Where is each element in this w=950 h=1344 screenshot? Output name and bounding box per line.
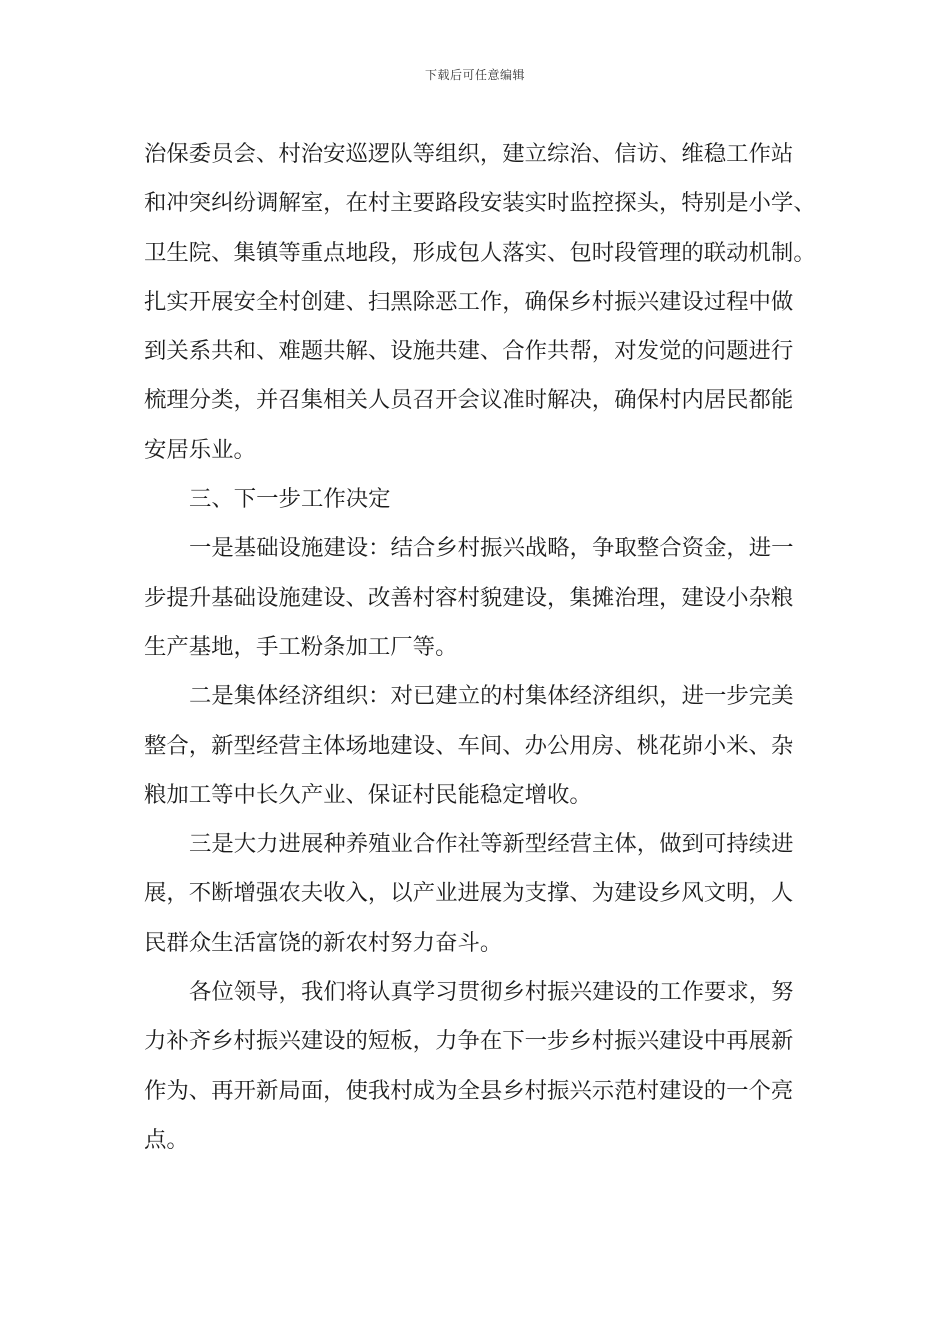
document-body [144, 130, 816, 1165]
text-line: 步提升基础设施建设、改善村容村貌建设，集摊治理，建设小杂粮 [144, 584, 794, 611]
text-line: 和冲突纠纷调解室，在村主要路段安装实时监控探头，特别是小学、 [144, 190, 816, 217]
text-line: 展，不断增强农夫收入，以产业进展为支撑、为建设乡风文明，人 [144, 880, 794, 907]
text-line: 卫生院、集镇等重点地段，形成包人落实、包时段管理的联动机制。 [144, 239, 816, 266]
text-line: 作为、再开新局面，使我村成为全县乡村振兴示范村建设的一个亮 [144, 1077, 794, 1104]
text-line: 三是大力进展种养殖业合作社等新型经营主体，做到可持续进 [189, 831, 794, 858]
text-line: 一是基础设施建设：结合乡村振兴战略，争取整合资金，进一 [189, 535, 794, 562]
text-line: 到关系共和、难题共解、设施共建、合作共帮，对发觉的问题进行 [144, 338, 794, 365]
text-line: 粮加工等中长久产业、保证村民能稳定增收。 [144, 781, 592, 808]
text-line: 民群众生活富饶的新农村努力奋斗。 [144, 929, 503, 956]
text-line: 点。 [144, 1126, 189, 1153]
text-line: 安居乐业。 [144, 436, 256, 463]
text-line: 各位领导，我们将认真学习贯彻乡村振兴建设的工作要求，努 [189, 979, 794, 1006]
text-line: 治保委员会、村治安巡逻队等组织，建立综治、信访、维稳工作站 [144, 141, 794, 167]
text-line: 力补齐乡村振兴建设的短板，力争在下一步乡村振兴建设中再展新 [144, 1028, 794, 1055]
text-line: 梳理分类，并召集相关人员召开会议准时解决，确保村内居民都能 [144, 387, 794, 414]
text-line: 生产基地，手工粉条加工厂等。 [144, 633, 458, 660]
text-line: 整合，新型经营主体场地建设、车间、办公用房、桃花峁小米、杂 [144, 732, 794, 759]
page-header: 下载后可任意编辑 [424, 68, 525, 82]
section-heading: 三、下一步工作决定 [189, 486, 391, 513]
text-line: 扎实开展安全村创建、扫黑除恶工作，确保乡村振兴建设过程中做 [144, 288, 794, 315]
text-line: 二是集体经济组织：对已建立的村集体经济组织，进一步完美 [189, 683, 794, 710]
